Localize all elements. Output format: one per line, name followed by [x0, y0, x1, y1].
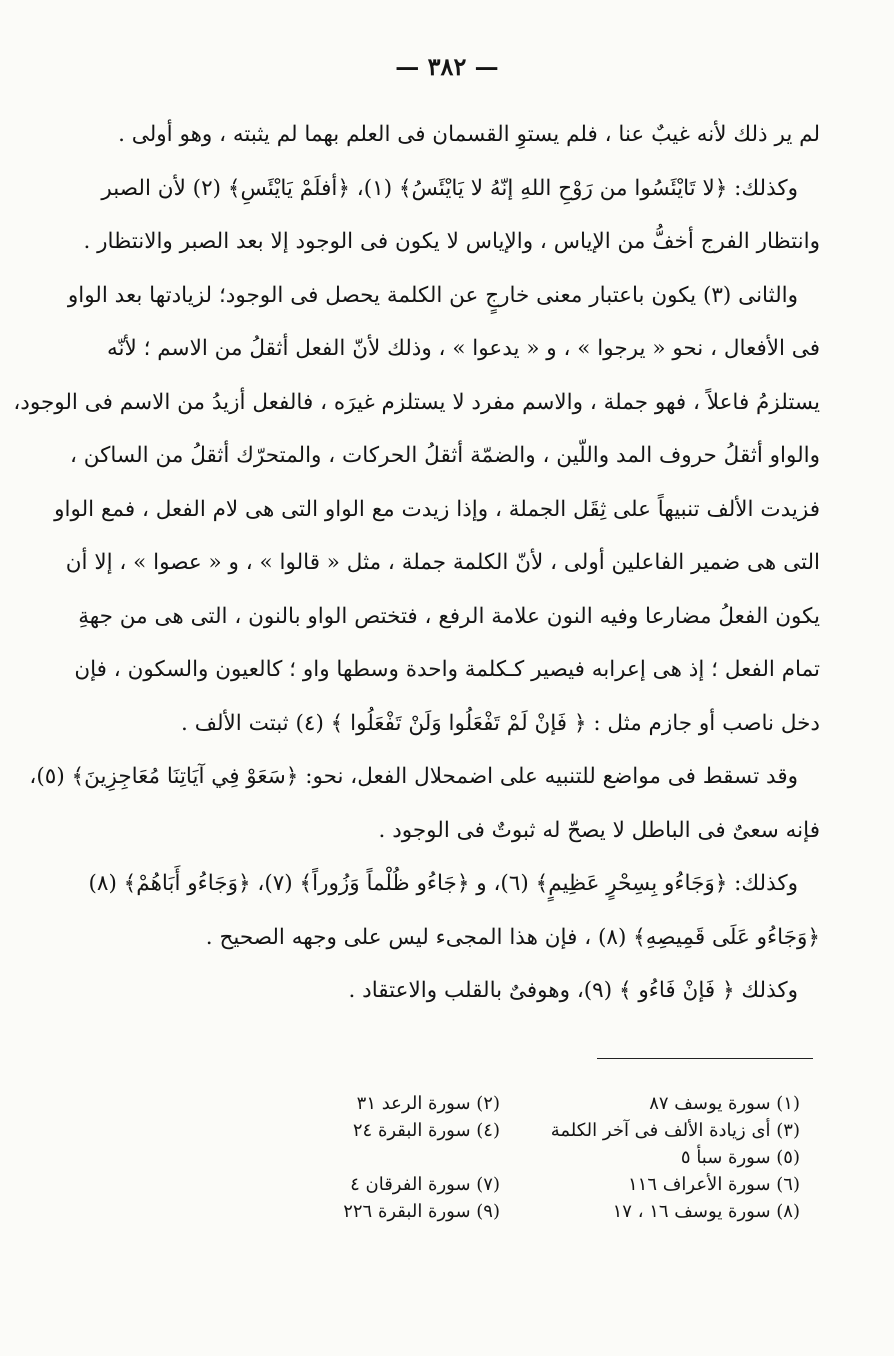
- footnote-row: [200, 1171, 800, 1198]
- footnote: (٨) سورة يوسف ١٦ ، ١٧: [612, 1201, 800, 1222]
- text-line: يكون الفعلُ مضارعا وفيه النون علامة الرفع ، فتختص الواو بالنون ، التى هى من جهةِ: [78, 603, 820, 629]
- text-line: يستلزمُ فاعلاً ، فهو جملة ، والاسم مفرد لا يستلزم غيرَه ، فالفعل أزيدُ من الاسم فى الوجود،: [13, 389, 820, 415]
- footnote-divider: [597, 1058, 813, 1059]
- footnote-row: [200, 1198, 800, 1225]
- text-line: تمام الفعل ؛ إذ هى إعرابه فيصير كـكلمة واحدة وسطها واو ؛ كالعيون والسكون ، فإن: [74, 657, 820, 682]
- footnote: (٥) سورة سبأ ٥: [680, 1147, 800, 1168]
- footnote-row: [200, 1144, 800, 1171]
- text-line: وكذلك: ﴿وَجَاءُو بِسِحْرٍ عَظِيمٍ﴾ (٦)، و ﴿جَاءُو ظُلْماً وَزُوراً﴾ (٧)، ﴿وَجَاءُو أَبَاهُمْ﴾ (٨): [88, 871, 798, 896]
- footnote: (٣) أى زيادة الألف فى آخر الكلمة: [550, 1120, 800, 1141]
- footnote: (٧) سورة الفرقان ٤: [350, 1174, 500, 1195]
- text-line: وكذلك: ﴿لا تَايْئَسُوا من رَوْحِ اللهِ إنّهُ لا يَايْئَسُ﴾ (١)، ﴿أفلَمْ يَايْئَسِ﴾ (٢) لأن الصبر: [101, 175, 798, 201]
- footnotes: [200, 1090, 800, 1225]
- text-line: وانتظار الفرج أخفُّ من الإياس ، والإياس لا يكون فى الوجود إلا بعد الصبر والانتظار .: [83, 229, 820, 254]
- text-line: والثانى (٣) يكون باعتبار معنى خارجٍ عن الكلمة يحصل فى الوجود؛ لزيادتها بعد الواو: [67, 282, 798, 308]
- text-line: فزيدت الألف تنبيهاً على ثِقَل الجملة ، وإذا زيدت مع الواو التى هى لام الفعل ، فمع الواو: [54, 496, 820, 522]
- footnote: (٤) سورة البقرة ٢٤: [352, 1120, 500, 1141]
- text-line: والواو أثقلُ حروف المد واللّين ، والضمّة أثقلُ الحركات ، والمتحرّك أثقلُ من الساكن ،: [70, 443, 820, 468]
- text-line: دخل ناصب أو جازم مثل : ﴿ فَإنْ لَمْ تَفْعَلُوا وَلَنْ تَفْعَلُوا ﴾ (٤) ثبتت الألف .: [181, 710, 820, 736]
- footnote-row: [200, 1090, 800, 1117]
- text-line: وكذلك ﴿ فَإنْ فَاءُو ﴾ (٩)، وهوفىٌ بالقلب والاعتقاد .: [348, 978, 798, 1003]
- text-line: فإنه سعىٌ فى الباطل لا يصحّ له ثبوتٌ فى الوجود .: [378, 817, 820, 843]
- body-text: [13, 108, 820, 1018]
- footnote: (١) سورة يوسف ٨٧: [649, 1093, 800, 1114]
- text-line: ﴿وَجَاءُو عَلَى قَمِيصِهِ﴾ (٨) ، فإن هذا المجىء ليس على وجهه الصحيح .: [205, 924, 820, 950]
- footnote: (٦) سورة الأعراف ١١٦: [627, 1174, 800, 1195]
- footnote: (٩) سورة البقرة ٢٢٦: [343, 1201, 500, 1222]
- text-line: لم ير ذلك لأنه غيبٌ عنا ، فلم يستوِ القسمان فى العلم بهما لم يثبته ، وهو أولى .: [118, 122, 820, 147]
- text-line: فى الأفعال ، نحو « يرجوا » ، و « يدعوا » ، وذلك لأنّ الفعل أثقلُ من الاسم ؛ لأنّه: [106, 336, 820, 361]
- text-line: التى هى ضمير الفاعلين أولى ، لأنّ الكلمة جملة ، مثل « قالوا » ، و « عصوا » ، إلا أن: [65, 550, 820, 575]
- footnote: (٢) سورة الرعد ٣١: [356, 1093, 500, 1114]
- footnote: [200, 1144, 500, 1171]
- text-line: وقد تسقط فى مواضع للتنبيه على اضمحلال الفعل، نحو: ﴿سَعَوْ فِي آيَاتِنَا مُعَاجِزِينَ﴾ (٥)،: [29, 764, 798, 789]
- page-number: — ٣٨٢ —: [395, 52, 499, 81]
- footnote-row: [200, 1117, 800, 1144]
